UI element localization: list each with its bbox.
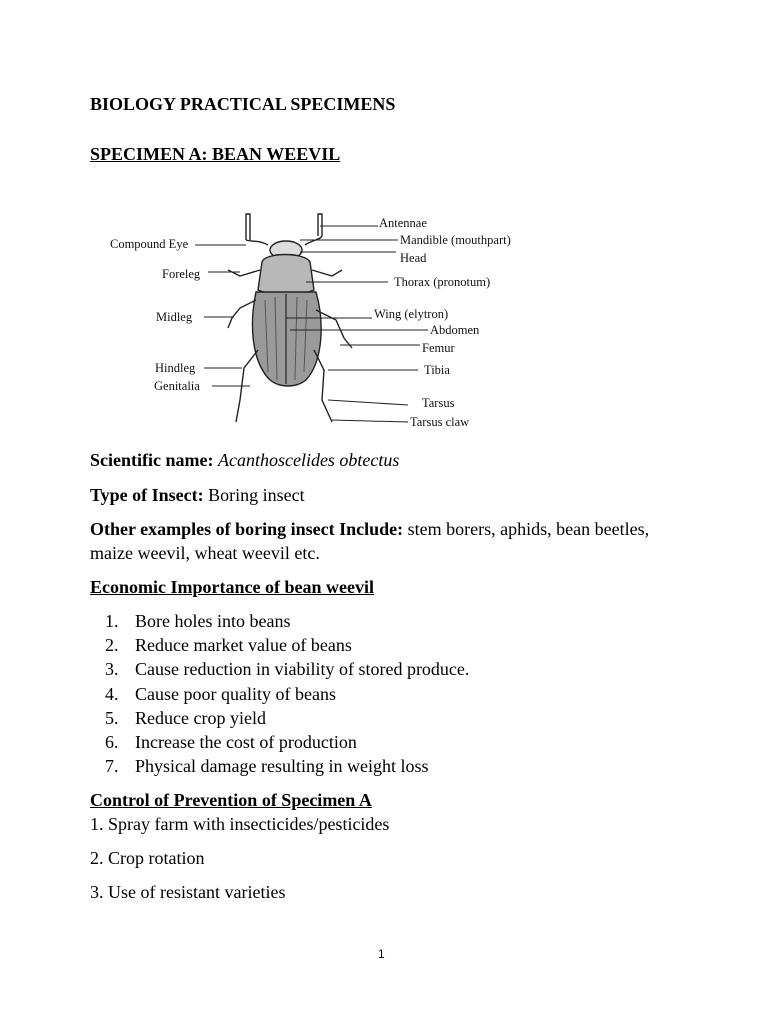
insect-type-line (90, 483, 305, 507)
list-number: 4. (105, 683, 119, 704)
antenna-left (246, 214, 268, 245)
list-item (105, 633, 469, 657)
list-number: 1. (105, 611, 119, 631)
label-hindleg: Hindleg (155, 361, 196, 375)
list-item (105, 730, 469, 754)
label-thorax: Thorax (pronotum) (394, 275, 491, 289)
label-foreleg: Foreleg (162, 267, 201, 281)
label-femur: Femur (422, 341, 455, 355)
label-antennae: Antennae (379, 216, 427, 230)
label-tarsus: Tarsus (422, 396, 455, 410)
list-number: 3. (105, 659, 119, 680)
bean-weevil-diagram (100, 200, 540, 435)
label-tarsus-claw: Tarsus claw (410, 415, 470, 429)
list-item (105, 609, 469, 633)
foreleg-left (228, 270, 260, 276)
list-number: 5. (105, 707, 119, 728)
label-compound-eye: Compound Eye (110, 237, 189, 251)
list-text: Physical damage resulting in weight loss (135, 756, 429, 777)
control-item: 2. Crop rotation (90, 848, 205, 868)
specimen-heading: SPECIMEN A: BEAN WEEVIL (90, 144, 341, 164)
label-abdomen: Abdomen (430, 323, 480, 337)
list-text: Cause reduction in viability of stored produce. (135, 659, 470, 680)
insect-type-value: Boring insect (208, 485, 305, 505)
label-mandible: Mandible (mouthpart) (400, 233, 511, 247)
beetle-abdomen (253, 292, 322, 386)
list-item (105, 682, 469, 706)
list-text: Cause poor quality of beans (135, 683, 336, 704)
list-text: Reduce market value of beans (135, 635, 352, 656)
other-examples-label: Other examples of boring insect Include: (90, 519, 404, 539)
insect-type-label: Type of Insect: (90, 485, 204, 505)
control-item: 3. Use of resistant varieties (90, 882, 286, 902)
control-heading: Control of Prevention of Specimen A (90, 790, 372, 810)
other-examples-paragraph (90, 517, 690, 565)
beetle-thorax (258, 255, 314, 295)
page-number: 1 (378, 947, 385, 961)
list-number: 2. (105, 635, 119, 656)
list-item (105, 754, 469, 778)
label-head: Head (400, 251, 427, 265)
list-number: 7. (105, 756, 119, 777)
foreleg-right (312, 270, 342, 276)
list-item (105, 706, 469, 730)
list-text: Reduce crop yield (135, 707, 266, 728)
list-text: Increase the cost of production (135, 731, 357, 752)
page-title: BIOLOGY PRACTICAL SPECIMENS (90, 94, 396, 114)
other-examples-value: stem borers, aphids, bean beetles, maize weevil, wheat weevil etc. (90, 519, 650, 563)
label-wing: Wing (elytron) (374, 307, 449, 321)
economic-importance-heading: Economic Importance of bean weevil (90, 577, 374, 597)
label-genitalia: Genitalia (154, 379, 200, 393)
scientific-name-value: Acanthoscelides obtectus (217, 450, 400, 470)
list-item (105, 657, 469, 681)
label-midleg: Midleg (156, 310, 193, 324)
label-tibia: Tibia (424, 363, 450, 377)
control-item: 1. Spray farm with insecticides/pesticides (90, 814, 390, 834)
scientific-name-label: Scientific name: (90, 450, 214, 470)
scientific-name-line (90, 448, 399, 472)
economic-importance-list (105, 609, 469, 778)
list-text: Bore holes into beans (135, 611, 291, 631)
list-number: 6. (105, 731, 119, 752)
